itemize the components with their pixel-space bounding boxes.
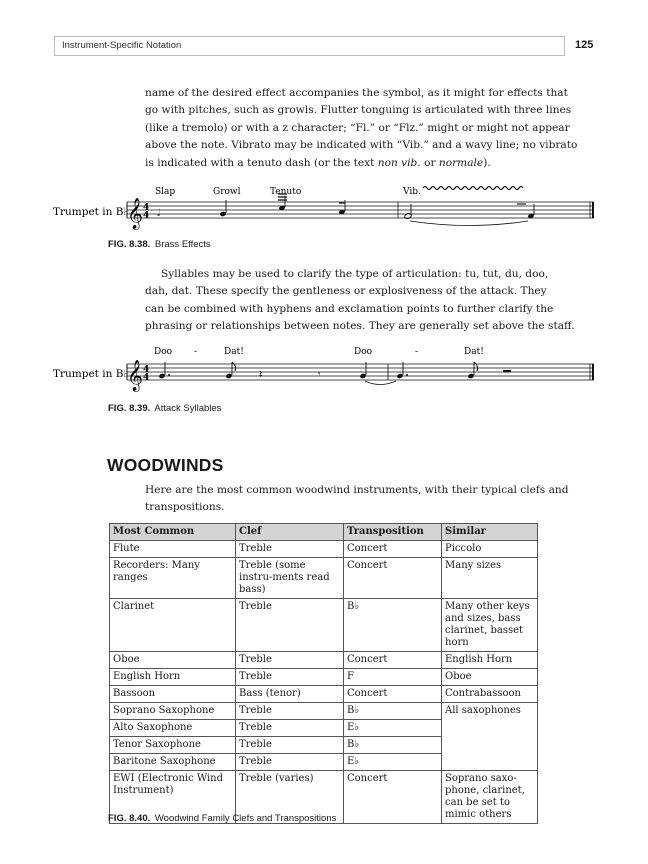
paragraph-syllables	[145, 266, 575, 336]
instrument-cell: Tenor Saxophone	[110, 737, 236, 754]
treble-clef-icon: 𝄞	[127, 198, 143, 229]
caption-text: Attack Syllables	[154, 403, 222, 414]
figure-caption-8-39	[108, 403, 221, 414]
text-line: Here are the most common woodwind instruments, with their typical clefs and	[145, 484, 569, 496]
table-row	[110, 686, 538, 703]
figure-attack-syllables-staff	[0, 342, 648, 397]
clef-cell: Treble	[236, 669, 344, 686]
time-sig-bottom: 4	[143, 373, 150, 383]
text-run: is indicated with a tenuto dash (or the text	[145, 156, 378, 169]
paragraph-brass-effects	[145, 85, 578, 172]
similar-cell: Oboe	[442, 669, 538, 686]
running-header-title: Instrument-Specific Notation	[62, 40, 182, 51]
clef-cell: Treble	[236, 754, 344, 771]
tied-dotted-quarter-note-icon	[359, 362, 396, 385]
transposition-cell: B♭	[344, 737, 442, 754]
figure-brass-effects-staff	[0, 178, 648, 238]
instrument-cell: Oboe	[110, 652, 236, 669]
italic-term: non vib.	[377, 156, 421, 169]
clef-cell: Treble	[236, 720, 344, 737]
column-header: Clef	[236, 524, 344, 541]
text-run: or	[420, 156, 439, 169]
transposition-cell: B♭	[344, 599, 442, 652]
caption-text: Brass Effects	[154, 239, 211, 250]
table-row	[110, 703, 538, 720]
section-title-woodwinds: WOODWINDS	[107, 455, 224, 475]
instrument-cell: Alto Saxophone	[110, 720, 236, 737]
instrument-cell: EWI (Electronic Wind Instrument)	[110, 771, 236, 824]
similar-cell: All saxophones	[442, 703, 538, 771]
quarter-rest-icon: 𝄽	[259, 368, 263, 381]
text-line: above the note. Vibrato may be indicated with “Vib.” and a wavy line; no vibrato	[145, 139, 578, 152]
text-run: ).	[483, 156, 491, 169]
instrument-cell: Soprano Saxophone	[110, 703, 236, 720]
transposition-cell: B♭	[344, 703, 442, 720]
clef-cell: Treble	[236, 703, 344, 720]
marking-tenuto: Tenuto	[270, 187, 302, 197]
instrument-cell: Flute	[110, 541, 236, 558]
instrument-cell: Recorders: Many ranges	[110, 558, 236, 599]
instrument-cell: Clarinet	[110, 599, 236, 652]
instrument-cell: Baritone Saxophone	[110, 754, 236, 771]
syllable-doo: Doo	[354, 347, 373, 357]
clef-cell: Treble	[236, 652, 344, 669]
table-row	[110, 558, 538, 599]
similar-cell: Many other keys and sizes, bass clarinet, basset horn	[442, 599, 538, 652]
clef-cell: Treble (varies)	[236, 771, 344, 824]
table-row	[110, 652, 538, 669]
time-sig-top: 4	[143, 203, 150, 213]
syllable-hyphen: -	[415, 347, 419, 357]
transposition-cell: Concert	[344, 541, 442, 558]
similar-cell: Piccolo	[442, 541, 538, 558]
text-line: name of the desired effect accompanies the symbol, as it might for effects that	[145, 87, 568, 99]
vibrato-half-note-icon	[404, 204, 535, 226]
caption-number: FIG. 8.39.	[108, 403, 151, 414]
clef-cell: Treble	[236, 541, 344, 558]
figure-caption-8-40	[108, 813, 336, 824]
text-line	[145, 155, 523, 172]
similar-cell: English Horn	[442, 652, 538, 669]
clef-cell: Treble	[236, 737, 344, 754]
text-line: transpositions.	[145, 501, 225, 514]
transposition-cell: E♭	[344, 754, 442, 771]
page-number: 125	[575, 39, 594, 51]
syllable-hyphen: -	[194, 347, 198, 357]
syllable-dat: Dat!	[224, 347, 244, 357]
growl-note-icon	[219, 200, 226, 217]
clef-cell: Treble (some instru-ments read bass)	[236, 558, 344, 599]
similar-cell: Soprano saxo-phone, clarinet, can be set to mimic others	[442, 771, 538, 824]
instrument-cell: Bassoon	[110, 686, 236, 703]
caption-number: FIG. 8.38.	[108, 239, 151, 250]
text-line: phrasing or relationships between notes. They are generally set above the staff.	[145, 320, 575, 333]
caption-text: Woodwind Family Clefs and Transpositions	[154, 813, 337, 824]
instrument-cell: English Horn	[110, 669, 236, 686]
marking-growl: Growl	[213, 187, 241, 197]
transposition-cell: E♭	[344, 720, 442, 737]
text-line: (like a tremolo) or with a z character; “Fl.” or “Flz.” might or might not appear	[145, 121, 570, 134]
transposition-cell: F	[344, 669, 442, 686]
column-header: Most Common	[110, 524, 236, 541]
eighth-rest-icon: 𝄾	[318, 370, 321, 380]
transposition-cell: Concert	[344, 652, 442, 669]
marking-vib: Vib.	[403, 187, 421, 197]
vibrato-wavy-line	[423, 187, 523, 190]
transposition-cell: Concert	[344, 771, 442, 824]
slap-note-icon: 𝅗𝅥	[157, 208, 161, 219]
eighth-note-icon	[225, 362, 235, 379]
table-row	[110, 599, 538, 652]
staff-lines	[127, 364, 594, 380]
woodwind-table	[109, 523, 538, 824]
time-sig-bottom: 4	[143, 211, 150, 221]
table-row	[110, 669, 538, 686]
instrument-label: Trumpet in B♭	[53, 206, 129, 218]
text-line: Syllables may be used to clarify the type of articulation: tu, tut, du, doo,	[161, 268, 549, 280]
dotted-quarter-note-icon	[396, 362, 408, 379]
similar-cell: Many sizes	[442, 558, 538, 599]
table-row	[110, 541, 538, 558]
table-header-row	[110, 524, 538, 541]
dotted-quarter-note-icon	[158, 362, 170, 379]
text-line: can be combined with hyphens and exclamation points to further clarify the	[145, 302, 554, 315]
text-line: go with pitches, such as growls. Flutter tonguing is articulated with three lines	[145, 104, 572, 117]
marking-slap: Slap	[155, 187, 176, 197]
column-header: Transposition	[344, 524, 442, 541]
caption-number: FIG. 8.40.	[108, 813, 151, 824]
transposition-cell: Concert	[344, 558, 442, 599]
time-sig-top: 4	[143, 365, 150, 375]
treble-clef-icon: 𝄞	[127, 360, 143, 391]
eighth-note-icon	[467, 362, 477, 379]
transposition-cell: Concert	[344, 686, 442, 703]
similar-cell: Contrabassoon	[442, 686, 538, 703]
woodwinds-intro	[145, 482, 569, 517]
syllable-doo: Doo	[154, 347, 173, 357]
text-line: dah, dat. These specify the gentleness or explosiveness of the attack. They	[145, 285, 547, 298]
clef-cell: Bass (tenor)	[236, 686, 344, 703]
tenuto-note-icon	[278, 194, 287, 211]
figure-caption-8-38	[108, 239, 211, 250]
clef-cell: Treble	[236, 599, 344, 652]
italic-term: normale	[438, 156, 484, 169]
syllable-dat: Dat!	[464, 347, 484, 357]
half-rest-icon	[503, 370, 511, 372]
column-header: Similar	[442, 524, 538, 541]
instrument-label: Trumpet in B♭	[53, 368, 129, 380]
